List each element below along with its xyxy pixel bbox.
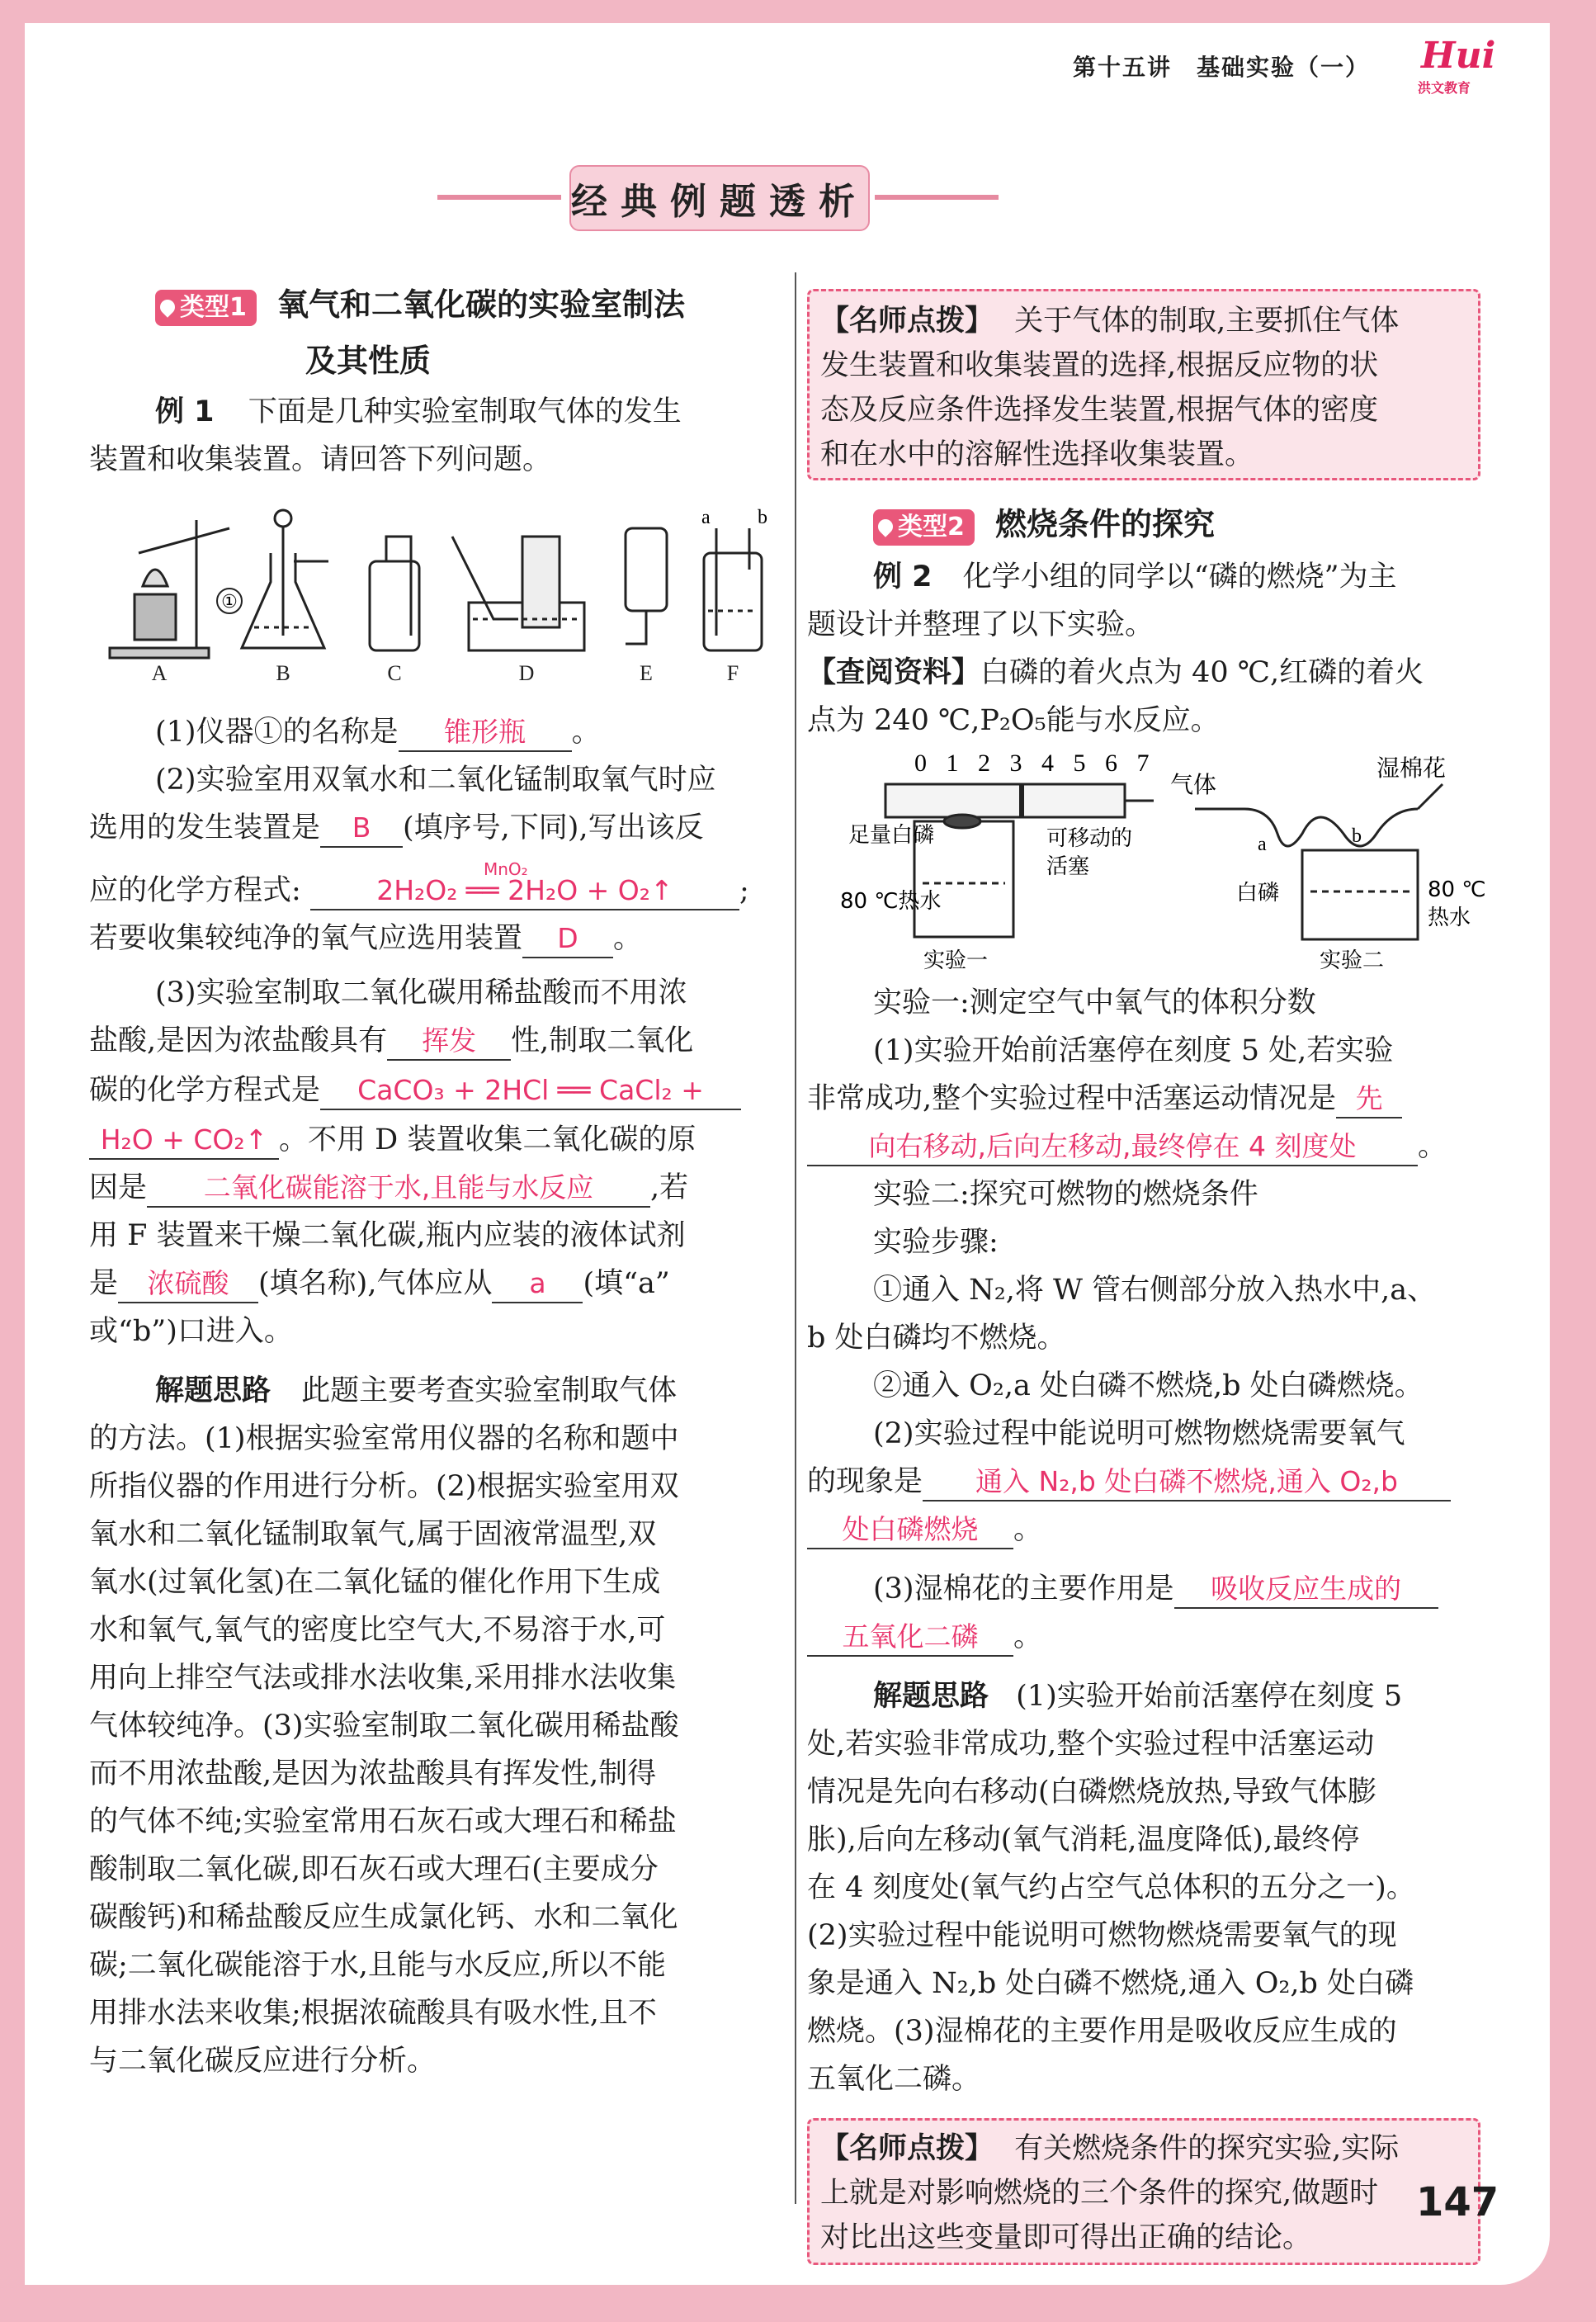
- q2-equation: 2H₂O₂ ══ 2H₂O + O₂↑: [310, 873, 739, 910]
- circle-one-label: ①: [221, 592, 238, 612]
- banner-title: 经典例题透析: [569, 165, 870, 231]
- q3-answer4: a: [492, 1265, 583, 1303]
- apparatus-figure: [106, 504, 791, 685]
- exp2-apparatus: [1195, 784, 1443, 939]
- exp2-title: 实验二:探究可燃物的燃烧条件: [873, 1178, 1258, 1211]
- apparatus-label-f: F: [726, 661, 739, 685]
- type1-heading: [155, 281, 685, 330]
- think1-line: 用向上排空气法或排水法收集,采用排水法收集: [89, 1662, 677, 1695]
- think1-line: 碳酸钙)和稀盐酸反应生成氯化钙、水和二氧化: [89, 1901, 678, 1934]
- apparatus-a: [110, 520, 229, 658]
- apparatus-label-d: D: [518, 661, 535, 685]
- r-q1-answer-a: 先: [1336, 1081, 1402, 1118]
- ex2-line2: 题设计并整理了以下实验。: [807, 608, 1155, 641]
- think1-line: 气体较纯净。(3)实验室制取二氧化碳用稀盐酸: [89, 1710, 679, 1743]
- q3-line8: 或“b”)口进入。: [89, 1315, 293, 1348]
- fig-hot-water-2b: 热水: [1428, 906, 1471, 930]
- q3-answer2: 二氧化碳能溶于水,且能与水反应: [147, 1170, 650, 1208]
- apparatus-d: [452, 537, 584, 650]
- banner-line-right: [875, 195, 999, 200]
- think1-line: 所指仪器的作用进行分析。(2)根据实验室用双: [89, 1470, 679, 1503]
- tip1-line: 态及反应条件选择发生装置,根据气体的密度: [820, 394, 1379, 427]
- think1-line: 而不用浓盐酸,是因为浓盐酸具有挥发性,制得: [89, 1757, 657, 1790]
- tip1-label: 【名师点拨】: [820, 305, 994, 338]
- fig-white-phosphorus-2: 白磷: [1236, 881, 1280, 906]
- r-q1-answer-b: 向右移动,后向左移动,最终停在 4 刻度处: [807, 1128, 1418, 1166]
- fig-exp2-b: b: [1352, 825, 1362, 847]
- think1-line: 氧水(过氧化氢)在二氧化锰的催化作用下生成: [89, 1566, 661, 1599]
- think2-line0: 解题思路 (1)实验开始前活塞停在刻度 5: [873, 1680, 1403, 1713]
- think2-line: 五氧化二磷。: [807, 2063, 981, 2096]
- column-divider: [795, 272, 796, 2204]
- ex1-line2: 装置和收集装置。请回答下列问题。: [89, 443, 552, 476]
- q3-equation-part2: H₂O + CO₂↑: [89, 1122, 279, 1160]
- r-q2-line2: 的现象是 通入 N₂,b 处白磷不燃烧,通入 O₂,b: [807, 1458, 1451, 1506]
- think1-line: 的气体不纯;实验室常用石灰石或大理石和稀盐: [89, 1805, 677, 1838]
- apparatus-label-c: C: [387, 661, 402, 685]
- think2-line: 在 4 刻度处(氧气约占空气总体积的五分之一)。: [807, 1871, 1415, 1904]
- r-q3-line1: (3)湿棉花的主要作用是 吸收反应生成的: [873, 1565, 1438, 1613]
- fig-gas: 气体: [1170, 771, 1217, 798]
- r-q2-line3: 处白磷燃烧 。: [807, 1506, 1042, 1554]
- lecture-title: 第十五讲 基础实验（一）: [1073, 54, 1371, 81]
- type1-title-line1: 氧气和二氧化碳的实验室制法: [277, 286, 686, 323]
- think2-line: 燃烧。(3)湿棉花的主要作用是吸收反应生成的: [807, 2015, 1397, 2048]
- q2-answer2: D: [522, 920, 613, 958]
- tip2-line: 对比出这些变量即可得出正确的结论。: [820, 2221, 1312, 2254]
- think1-line: 的方法。(1)根据实验室常用仪器的名称和题中: [89, 1422, 679, 1455]
- think1-line: 氧水和二氧化锰制取氧气,属于固液常温型,双: [89, 1518, 657, 1551]
- type2-tag: 类型2: [873, 509, 975, 546]
- apparatus-f: [704, 528, 762, 650]
- r-q1-line1: (1)实验开始前活塞停在刻度 5 处,若实验: [873, 1034, 1394, 1067]
- think1-line: 水和氧气,氧气的密度比空气大,不易溶于水,可: [89, 1614, 666, 1647]
- q3-line1: (3)实验室制取二氧化碳用稀盐酸而不用浓: [155, 977, 687, 1010]
- r-q2-answer-a: 通入 N₂,b 处白磷不燃烧,通入 O₂,b: [923, 1464, 1451, 1501]
- q1-answer: 锥形瓶: [399, 714, 572, 752]
- think1-line: 用排水法来收集;根据浓硫酸具有吸水性,且不: [89, 1997, 657, 2030]
- apparatus-label-e: E: [640, 661, 653, 685]
- ex1-line1: [155, 388, 682, 436]
- q3-line2: 盐酸,是因为浓盐酸具有 挥发 性,制取二氧化: [89, 1017, 693, 1065]
- r-q3-answer-b: 五氧化二磷: [807, 1619, 1013, 1657]
- ex1-text1: 下面是几种实验室制取气体的发生: [248, 395, 682, 428]
- q3-line4: H₂O + CO₂↑ 。不用 D 装置收集二氧化碳的原: [89, 1116, 696, 1164]
- fig-hot-water-2a: 80 ℃: [1428, 877, 1486, 902]
- tip1-line: 和在水中的溶解性选择收集装置。: [820, 438, 1254, 471]
- step1-line2: b 处白磷均不燃烧。: [807, 1322, 1066, 1355]
- fig-white-phosphorus: 足量白磷: [848, 823, 935, 848]
- q2-line2: 选用的发生装置是 B (填序号,下同),写出该反: [89, 804, 704, 852]
- think1-line0: 解题思路 此题主要考查实验室制取气体: [155, 1374, 678, 1407]
- q3-answer1: 挥发: [387, 1023, 511, 1061]
- think1-line: 酸制取二氧化碳,即石灰石或大理石(主要成分: [89, 1853, 659, 1886]
- think2-line: (2)实验过程中能说明可燃物燃烧需要氧气的现: [807, 1919, 1397, 1952]
- brand-logo: Hui: [1421, 35, 1496, 77]
- tip1-line0: 【名师点拨】 关于气体的制取,主要抓住气体: [820, 305, 1400, 338]
- r-q3-line2: 五氧化二磷 。: [807, 1613, 1042, 1661]
- tip2-line0: 【名师点拨】 有关燃烧条件的探究实验,实际: [820, 2132, 1400, 2165]
- section-banner: [437, 165, 999, 228]
- step1-line1: ①通入 N₂,将 W 管右侧部分放入热水中,a、: [873, 1274, 1437, 1307]
- banner-line-left: [437, 195, 561, 200]
- fig-exp2-a: a: [1258, 834, 1267, 855]
- think2-line: 情况是先向右移动(白磷燃烧放热,导致气体膨: [807, 1776, 1376, 1809]
- type1-title-line2: 及其性质: [305, 343, 432, 379]
- fig-hot-water-1: 80 ℃热水: [840, 889, 942, 914]
- fig-cotton: 湿棉花: [1376, 754, 1447, 782]
- think1-label: 解题思路: [155, 1374, 272, 1407]
- q3-line3: 碳的化学方程式是 CaCO₃ + 2HCl ══ CaCl₂ +: [89, 1066, 741, 1114]
- q3-line7: 是 浓硫酸 (填名称),气体应从 a (填“a”: [89, 1260, 670, 1308]
- apparatus-label-a: A: [151, 661, 168, 685]
- fig-b-label: b: [758, 507, 767, 528]
- tip1-line: 发生装置和收集装置的选择,根据反应物的状: [820, 349, 1379, 382]
- ex2-line1: 例 2 化学小组的同学以“磷的燃烧”为主: [873, 560, 1397, 594]
- ref-line1: 【查阅资料】白磷的着火点为 40 ℃,红磷的着火: [807, 656, 1424, 689]
- apparatus-c: [370, 537, 419, 650]
- q2-line1: (2)实验室用双氧水和二氧化锰制取氧气时应: [155, 764, 716, 797]
- q3-equation-part1: CaCO₃ + 2HCl ══ CaCl₂ +: [320, 1072, 741, 1110]
- q1-line: (1)仪器①的名称是 锥形瓶 。: [155, 708, 601, 756]
- fig-piston-1: 可移动的: [1046, 826, 1133, 851]
- experiment-figure: [807, 743, 1492, 974]
- r-q2-line1: (2)实验过程中能说明可燃物燃烧需要氧气: [873, 1417, 1405, 1450]
- q3-line5: 因是 二氧化碳能溶于水,且能与水反应 ,若: [89, 1164, 688, 1212]
- fig-exp1-caption: 实验一: [923, 948, 989, 973]
- q3-line6: 用 F 装置来干燥二氧化碳,瓶内应装的液体试剂: [89, 1219, 686, 1252]
- r-q2-answer-b: 处白磷燃烧: [807, 1511, 1013, 1549]
- think2-line: 处,若实验非常成功,整个实验过程中活塞运动: [807, 1728, 1375, 1761]
- exp1-apparatus: [885, 784, 1154, 937]
- ref-label: 【查阅资料】: [807, 656, 981, 689]
- r-q1-line3: 向右移动,后向左移动,最终停在 4 刻度处 。: [807, 1123, 1447, 1170]
- type1-tag: 类型1: [155, 290, 257, 326]
- page-number: 147: [1416, 2179, 1499, 2225]
- type2-title: 燃烧条件的探究: [995, 506, 1216, 542]
- apparatus-b: [242, 510, 328, 648]
- fig-exp2-caption: 实验二: [1319, 948, 1385, 973]
- think2-line: 胀),后向左移动(氧气消耗,温度降低),最终停: [807, 1823, 1360, 1856]
- fig-piston-2: 活塞: [1046, 854, 1090, 879]
- q2-line3: 应的化学方程式: MnO₂ 2H₂O₂ ══ 2H₂O + O₂↑ ;: [89, 867, 749, 915]
- tip2-line: 上就是对影响燃烧的三个条件的探究,做题时: [820, 2177, 1379, 2210]
- fig-a-label: a: [701, 507, 711, 528]
- think1-line: 与二氧化碳反应进行分析。: [89, 2045, 437, 2078]
- type2-heading: [873, 500, 1215, 550]
- exp1-title: 实验一:测定空气中氧气的体积分数: [873, 986, 1316, 1019]
- q3-answer3: 浓硫酸: [118, 1265, 258, 1303]
- tip2-label: 【名师点拨】: [820, 2132, 994, 2165]
- ref-line2: 点为 240 ℃,P₂O₅能与水反应。: [807, 704, 1220, 737]
- think2-line: 象是通入 N₂,b 处白磷不燃烧,通入 O₂,b 处白磷: [807, 1967, 1414, 2000]
- q2-catalyst: MnO₂: [483, 859, 528, 879]
- ex2-label: 例 2: [873, 560, 933, 594]
- think1-line: 碳;二氧化碳能溶于水,且能与水反应,所以不能: [89, 1949, 667, 1982]
- q2-answer1: B: [320, 810, 403, 848]
- step2-line: ②通入 O₂,a 处白磷不燃烧,b 处白磷燃烧。: [873, 1369, 1424, 1402]
- steps-title: 实验步骤:: [873, 1226, 999, 1259]
- r-q3-answer-a: 吸收反应生成的: [1174, 1571, 1438, 1609]
- think2-label: 解题思路: [873, 1680, 989, 1713]
- q2-line4: 若要收集较纯净的氧气应选用装置 D 。: [89, 915, 642, 962]
- r-q1-line2: 非常成功,整个实验过程中活塞运动情况是 先: [807, 1075, 1402, 1123]
- brand-logo-sub: 洪文教育: [1418, 80, 1471, 96]
- scale-label: 0 1 2 3 4 5 6 7: [914, 750, 1156, 777]
- apparatus-label-b: B: [276, 661, 290, 685]
- ex1-label: 例 1: [155, 395, 215, 428]
- apparatus-e: [626, 528, 667, 644]
